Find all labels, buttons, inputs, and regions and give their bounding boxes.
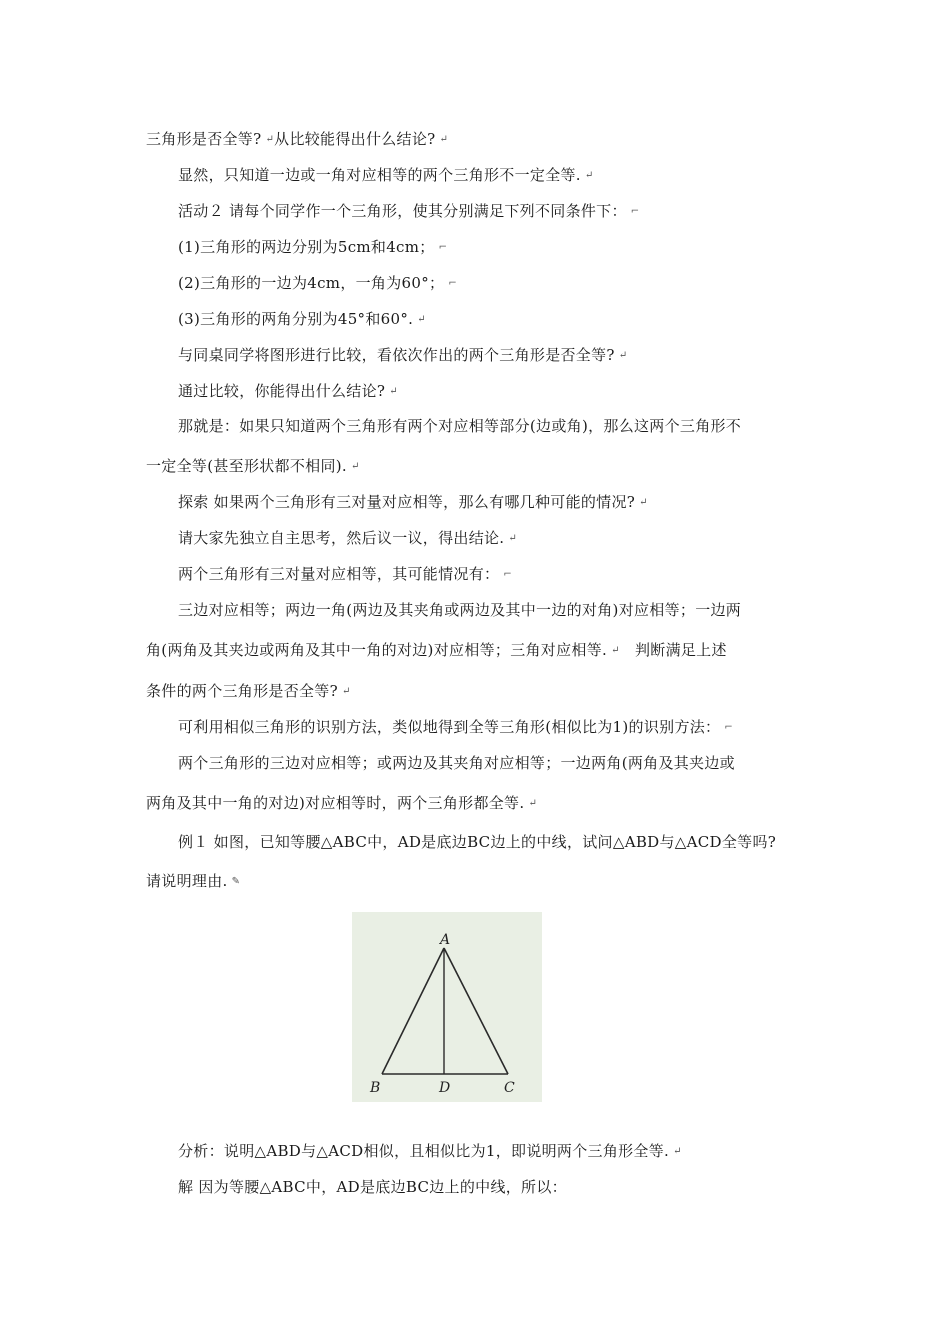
paragraph-mark-icon: ↵ <box>265 134 275 145</box>
pen-mark-icon: ✎ <box>231 876 241 887</box>
paragraph-mark-icon: ↵ <box>611 645 620 656</box>
text-line-1: 三角形是否全等? ↵从比较能得出什么结论? ↵ <box>146 130 449 148</box>
text-line-19: 两角及其中一角的对边)对应相等时，两个三角形都全等. ↵ <box>146 794 538 812</box>
text-line-12: 请大家先独立自主思考，然后议一议，得出结论. ↵ <box>178 529 518 547</box>
paragraph-mark-icon: ↵ <box>584 170 594 181</box>
text-line-17: 可利用相似三角形的识别方法，类似地得到全等三角形(相似比为1)的识别方法： ⌐ <box>178 718 734 736</box>
text-line-20: 例１ 如图，已知等腰△ABC中，AD是底边BC边上的中线，试问△ABD与△ACD全等吗? <box>178 833 777 851</box>
text-line-5: (2)三角形的一边为4cm，一角为60°； ⌐ <box>178 274 457 292</box>
paragraph-mark-icon: ↵ <box>673 1146 682 1157</box>
text-line-18: 两个三角形的三边对应相等；或两边及其夹角对应相等；一边两角(两角及其夹边或 <box>178 754 735 772</box>
label-d: D <box>439 1080 451 1096</box>
paragraph-mark-icon: ↵ <box>508 533 518 544</box>
isosceles-triangle-figure <box>352 912 542 1102</box>
text-line-4: (1)三角形的两边分别为5cm和4cm； ⌐ <box>178 238 448 256</box>
text-line-2: 显然，只知道一边或一角对应相等的两个三角形不一定全等. ↵ <box>178 166 594 184</box>
line-break-mark-icon: ⌐ <box>630 206 640 217</box>
text-line-23: 解 因为等腰△ABC中，AD是底边BC边上的中线，所以： <box>178 1178 567 1196</box>
paragraph-mark-icon: ↵ <box>350 461 360 472</box>
text-line-14: 三边对应相等；两边一角(两边及其夹角或两边及其中一边的对角)对应相等；一边两 <box>178 601 742 619</box>
paragraph-mark-icon: ↵ <box>639 497 648 508</box>
paragraph-mark-icon: ↵ <box>417 314 426 325</box>
text-line-15: 角(两角及其夹边或两角及其中一角的对边)对应相等；三角对应相等. ↵ 判断满足上述 <box>146 641 727 659</box>
label-b: B <box>370 1080 381 1096</box>
text-line-7: 与同桌同学将图形进行比较，看依次作出的两个三角形是否全等? ↵ <box>178 346 628 364</box>
paragraph-mark-icon: ↵ <box>528 798 538 809</box>
label-c: C <box>504 1080 515 1096</box>
text-line-21: 请说明理由. ✎ <box>146 872 241 890</box>
triangle-diagram <box>352 912 542 1102</box>
paragraph-mark-icon: ↵ <box>389 386 398 397</box>
text-line-8: 通过比较，你能得出什么结论? ↵ <box>178 382 398 400</box>
paragraph-mark-icon: ↵ <box>618 350 628 361</box>
text-line-9: 那就是：如果只知道两个三角形有两个对应相等部分(边或角)，那么这两个三角形不 <box>178 417 742 435</box>
line-break-mark-icon: ⌐ <box>503 569 512 580</box>
line-break-mark-icon: ⌐ <box>438 242 448 253</box>
paragraph-mark-icon: ↵ <box>341 686 351 697</box>
line-break-mark-icon: ⌐ <box>724 722 734 733</box>
text-line-3: 活动２ 请每个同学作一个三角形，使其分别满足下列不同条件下： ⌐ <box>178 202 640 220</box>
text-line-6: (3)三角形的两角分别为45°和60°. ↵ <box>178 310 426 328</box>
text-line-11: 探索 如果两个三角形有三对量对应相等，那么有哪几种可能的情况? ↵ <box>178 493 648 511</box>
text-line-16: 条件的两个三角形是否全等? ↵ <box>146 682 351 700</box>
paragraph-mark-icon: ↵ <box>439 134 449 145</box>
text-line-10: 一定全等(甚至形状都不相同). ↵ <box>146 457 360 475</box>
label-a: A <box>440 932 451 948</box>
text-line-22: 分析：说明△ABD与△ACD相似，且相似比为1，即说明两个三角形全等. ↵ <box>178 1142 682 1160</box>
line-break-mark-icon: ⌐ <box>448 278 457 289</box>
text-line-13: 两个三角形有三对量对应相等，其可能情况有： ⌐ <box>178 565 512 583</box>
